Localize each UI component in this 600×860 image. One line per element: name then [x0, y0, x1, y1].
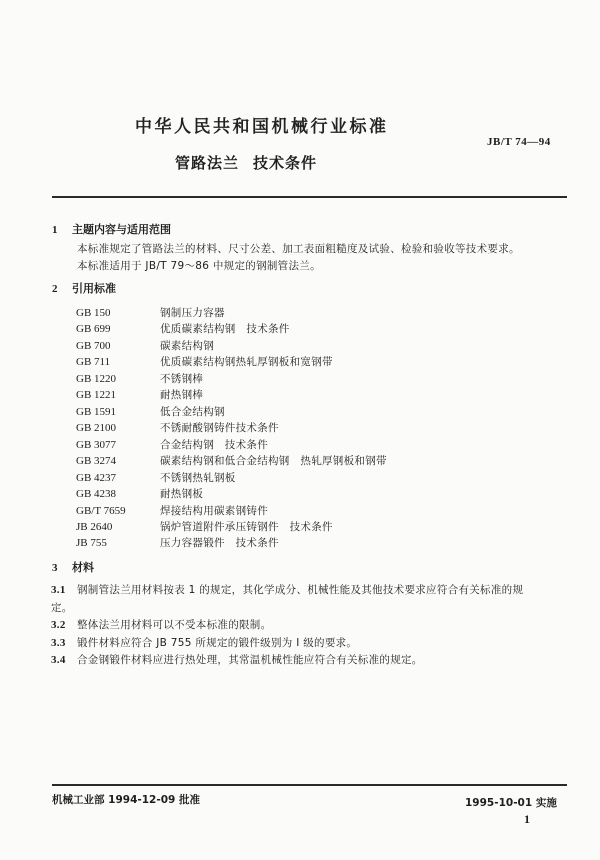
reference-row — [76, 519, 333, 535]
reference-code: GB 4237 — [76, 472, 117, 484]
reference-name: 不锈钢热轧钢板 — [160, 472, 236, 484]
reference-row — [76, 470, 236, 486]
reference-row — [76, 338, 214, 354]
reference-name: 碳素结构钢和低合金结构钢 热轧厚钢板和钢带 — [160, 455, 387, 467]
reference-row — [76, 535, 279, 551]
reference-code: JB 2640 — [76, 521, 113, 533]
reference-code: GB 3274 — [76, 455, 117, 467]
reference-code: GB 3077 — [76, 439, 117, 451]
reference-code: GB 2100 — [76, 422, 117, 434]
reference-row — [76, 503, 268, 519]
section-1-heading: 1 主题内容与适用范围 — [52, 223, 171, 236]
reference-name: 优质碳素结构钢 技术条件 — [160, 323, 290, 335]
clause-3-1-continuation: 定。 — [51, 602, 73, 614]
reference-row — [76, 453, 387, 469]
reference-code: GB 150 — [76, 307, 111, 319]
title-part-2: 技术条件 — [253, 154, 318, 172]
reference-name: 合金结构钢 技术条件 — [160, 439, 268, 451]
title-part-1: 管路法兰 — [175, 154, 240, 172]
document-title — [175, 152, 317, 173]
header-rule — [52, 196, 567, 198]
implementation-line: 1995-10-01 实施 — [465, 797, 557, 809]
reference-name: 焊接结构用碳素钢铸件 — [160, 505, 268, 517]
clause-3-1: 3.1 钢制管法兰用材料按表 1 的规定，其化学成分、机械性能及其他技术要求应符合有关标准的规 — [51, 584, 524, 596]
reference-code: GB 711 — [76, 356, 111, 368]
standard-category: 中华人民共和国机械行业标准 — [135, 117, 389, 137]
reference-name: 压力容器锻件 技术条件 — [160, 537, 279, 549]
reference-code: GB 700 — [76, 340, 111, 352]
reference-code: JB 755 — [76, 537, 107, 549]
reference-name: 优质碳素结构钢热轧厚钢板和宽钢带 — [160, 356, 333, 368]
clause-3-2: 3.2 整体法兰用材料可以不受本标准的限制。 — [51, 619, 272, 631]
approval-line: 机械工业部 1994-12-09 批准 — [52, 794, 200, 806]
reference-row — [76, 404, 225, 420]
reference-row — [76, 387, 203, 403]
section-1-paragraph-2: 本标准适用于 JB/T 79～86 中规定的钢制管法兰。 — [77, 260, 321, 272]
reference-name: 耐热钢棒 — [160, 389, 204, 401]
reference-code: GB 1220 — [76, 373, 117, 385]
section-3-heading: 3 材料 — [52, 561, 94, 574]
reference-code: GB 1221 — [76, 389, 117, 401]
footer-rule — [52, 784, 567, 786]
reference-row — [76, 321, 290, 337]
reference-row — [76, 305, 225, 321]
reference-name: 碳素结构钢 — [160, 340, 214, 352]
reference-name: 锅炉管道附件承压铸钢件 技术条件 — [160, 521, 333, 533]
reference-name: 低合金结构钢 — [160, 406, 225, 418]
reference-row — [76, 371, 203, 387]
reference-code: GB 1591 — [76, 406, 117, 418]
clause-3-3: 3.3 锻件材料应符合 JB 755 所规定的锻件级别为 Ⅰ 级的要求。 — [51, 637, 358, 649]
section-1-paragraph-1: 本标准规定了管路法兰的材料、尺寸公差、加工表面粗糙度及试验、检验和验收等技术要求。 — [77, 243, 520, 255]
reference-row — [76, 486, 203, 502]
reference-name: 钢制压力容器 — [160, 307, 225, 319]
reference-row — [76, 420, 279, 436]
reference-row — [76, 437, 268, 453]
page-number: 1 — [524, 812, 530, 826]
reference-name: 不锈耐酸钢铸件技术条件 — [160, 422, 279, 434]
reference-code: GB 699 — [76, 323, 111, 335]
reference-name: 耐热钢板 — [160, 488, 204, 500]
clause-3-4: 3.4 合金钢锻件材料应进行热处理，其常温机械性能应符合有关标准的规定。 — [51, 654, 423, 666]
section-2-heading: 2 引用标准 — [52, 282, 116, 295]
reference-name: 不锈钢棒 — [160, 373, 204, 385]
reference-code: GB 4238 — [76, 488, 117, 500]
standard-code: JB/T 74—94 — [487, 136, 551, 148]
reference-code: GB/T 7659 — [76, 505, 126, 517]
reference-row — [76, 354, 333, 370]
